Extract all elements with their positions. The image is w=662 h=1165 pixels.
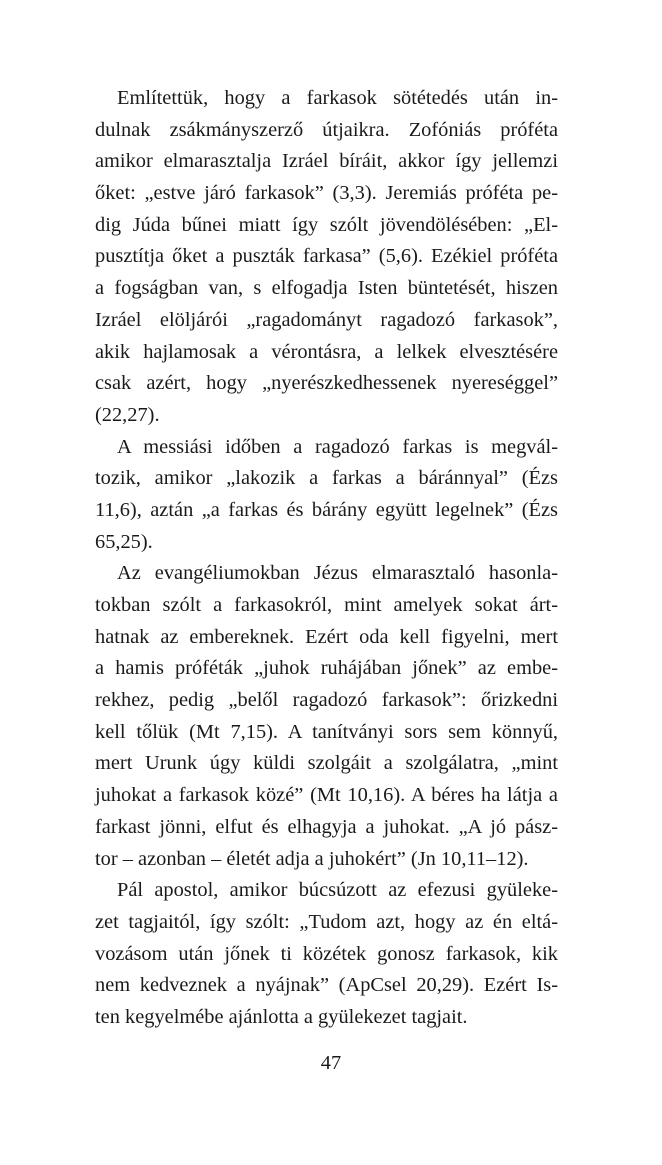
text-line: 11,6), aztán „a farkas és bárány együtt legelnek” (Ézs xyxy=(95,498,558,521)
body-text xyxy=(95,83,558,1034)
text-line: nem kedveznek a nyájnak” (ApCsel 20,29). Ezért Is- xyxy=(95,974,558,997)
text-line: mert Urunk úgy küldi szolgáit a szolgálatra, „mint xyxy=(95,752,558,775)
text-line: őket: „estve járó farkasok” (3,3). Jeremiás próféta pe- xyxy=(95,182,558,205)
paragraph-2 xyxy=(95,432,558,559)
text-line: Pál apostol, amikor búcsúzott az efezusi gyüleke- xyxy=(117,879,558,902)
text-line: rekhez, pedig „belől ragadozó farkasok”: őrizkedni xyxy=(95,689,558,712)
text-line: kell tőlük (Mt 7,15). A tanítványi sors sem könnyű, xyxy=(95,720,558,743)
paragraph-3 xyxy=(95,558,558,875)
text-line: tozik, amikor „lakozik a farkas a báránnyal” (Ézs xyxy=(95,467,558,490)
text-line: csak azért, hogy „nyerészkedhessenek nyereséggel” xyxy=(95,372,558,395)
text-line: a hamis próféták „juhok ruhájában jőnek” az embe- xyxy=(95,657,558,680)
paragraph-1 xyxy=(95,83,558,432)
text-line: Izráel elöljárói „ragadományt ragadozó farkasok”, xyxy=(95,308,558,331)
page-number: 47 xyxy=(320,1052,342,1074)
text-line: hatnak az embereknek. Ezért oda kell figyelni, mert xyxy=(95,625,558,648)
text-line: a fogságban van, s elfogadja Isten büntetését, hiszen xyxy=(95,277,558,300)
text-line: farkast jönni, elfut és elhagyja a juhokat. „A jó pász- xyxy=(95,815,558,838)
paragraph-4 xyxy=(95,875,558,1033)
text-line: dulnak zsákmányszerző útjaikra. Zofóniás próféta xyxy=(95,118,558,141)
text-line: Említettük, hogy a farkasok sötétedés után in- xyxy=(117,87,558,109)
text-line: ten kegyelmébe ajánlotta a gyülekezet tagjait. xyxy=(95,1005,468,1028)
text-line: amikor elmarasztalja Izráel bíráit, akkor így jellemzi xyxy=(95,150,558,173)
text-line: akik hajlamosak a vérontásra, a lelkek elvesztésére xyxy=(95,340,558,363)
text-line: pusztítja őket a puszták farkasa” (5,6). Ezékiel próféta xyxy=(95,245,558,268)
text-line: Az evangéliumokban Jézus elmarasztaló hasonla- xyxy=(117,562,558,585)
text-line: juhokat a farkasok közé” (Mt 10,16). A béres ha látja a xyxy=(95,784,558,807)
text-line: zet tagjaitól, így szólt: „Tudom azt, hogy az én eltá- xyxy=(95,910,558,933)
text-line: vozásom után jőnek ti közétek gonosz farkasok, kik xyxy=(95,942,558,965)
text-line: (22,27). xyxy=(95,403,160,426)
text-line: tor – azonban – életét adja a juhokért” (Jn 10,11–12). xyxy=(95,847,529,870)
text-line: tokban szólt a farkasokról, mint amelyek sokat árt- xyxy=(95,594,558,616)
text-line: A messiási időben a ragadozó farkas is megvál- xyxy=(117,435,558,458)
text-line: dig Júda bűnei miatt így szólt jövendölésében: „El- xyxy=(95,213,558,236)
text-line: 65,25). xyxy=(95,530,153,553)
